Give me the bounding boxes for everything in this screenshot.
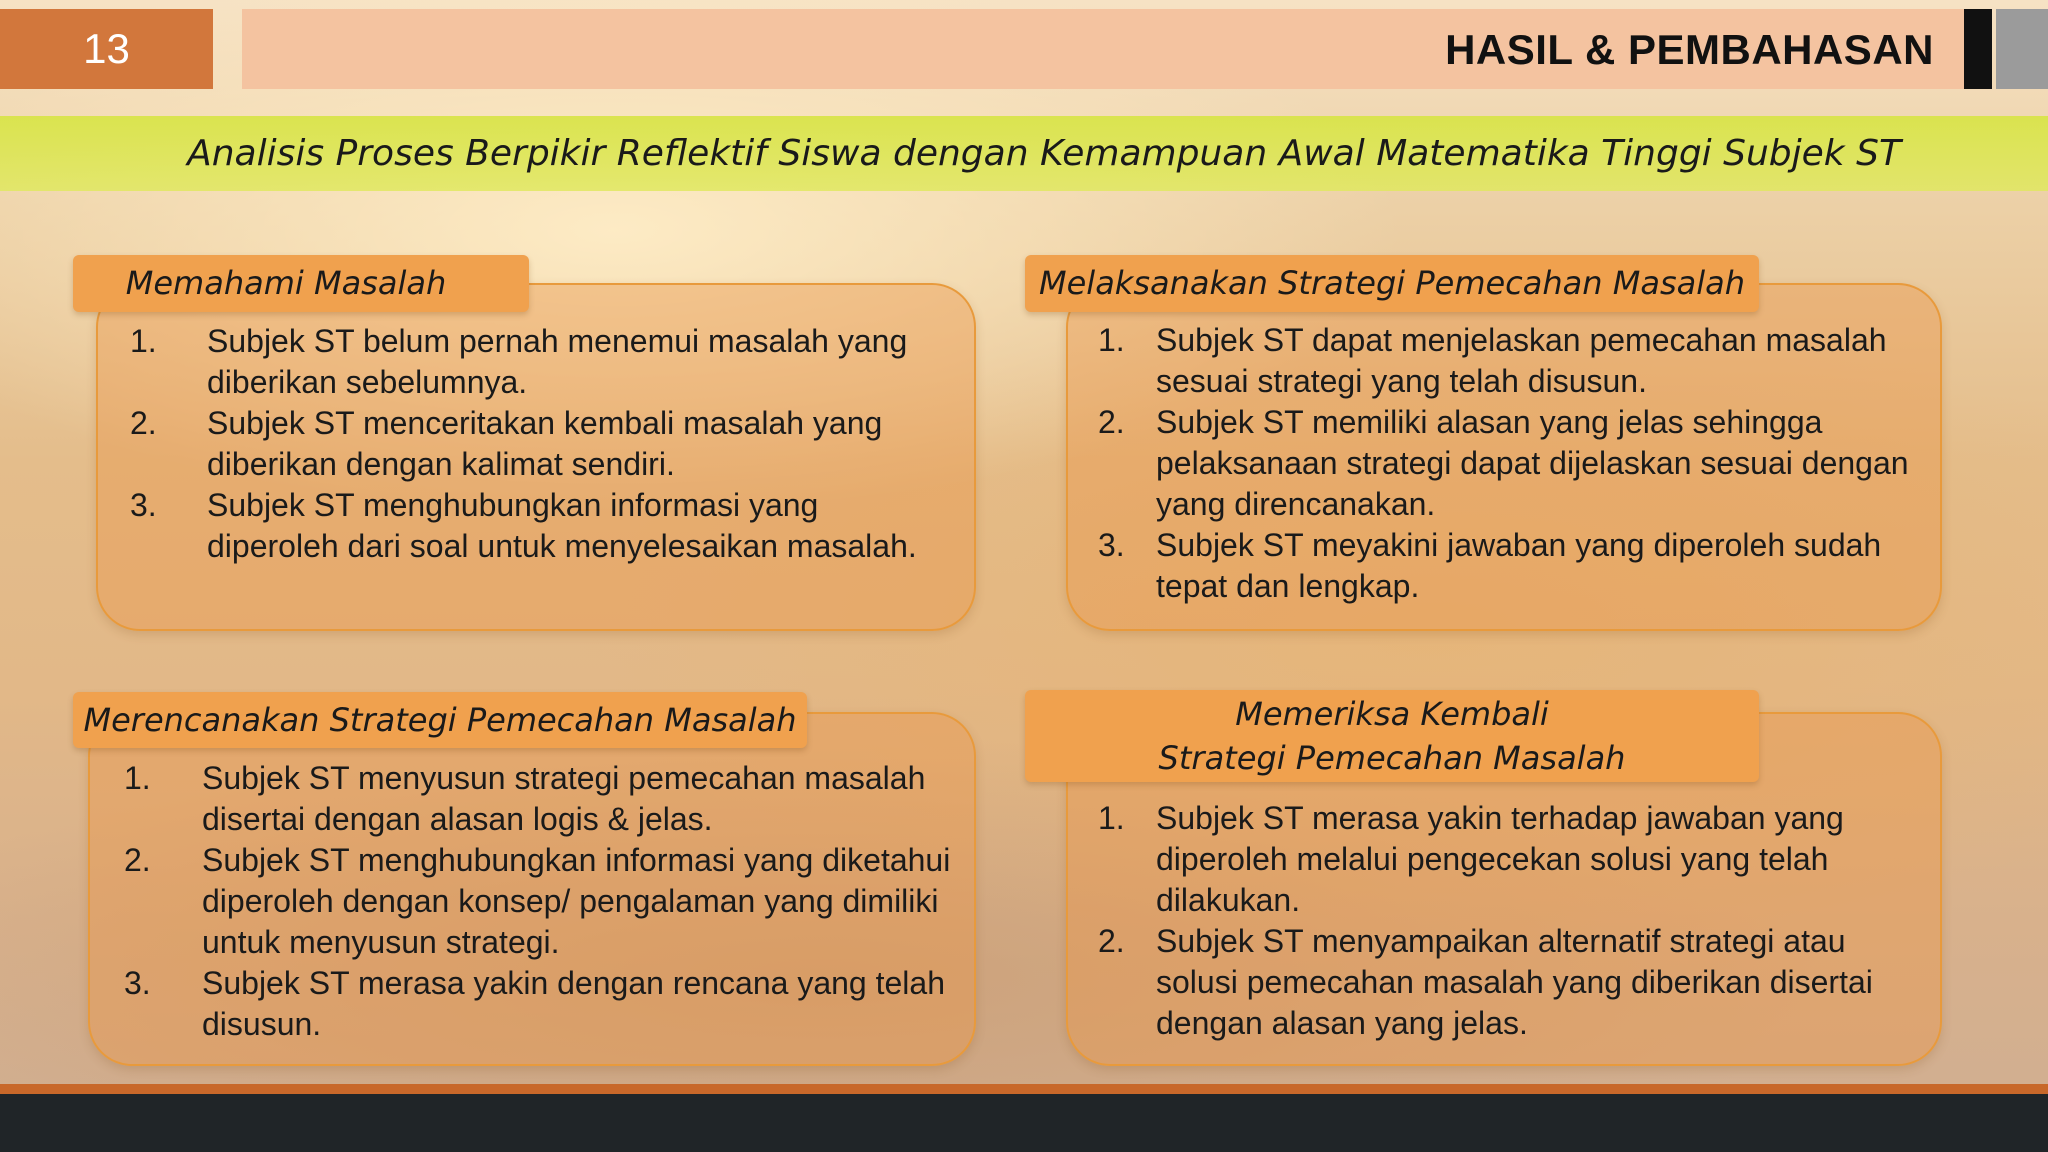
slide-number: 13 [0,9,213,89]
list-item: 3. Subjek ST menghubungkan informasi yang diperoleh dari soal untuk menyelesaikan masalah. [130,487,917,564]
title-bar [242,9,1964,89]
list-item: 2. Subjek ST menyampaikan alternatif strategi atau solusi pemecahan masalah yang diberikan disertai dengan alasan yang jelas. [1098,923,1873,1041]
list-item: 2. Subjek ST memiliki alasan yang jelas sehingga pelaksanaan strategi dapat dijelaskan sesuai dengan yang direncanakan. [1098,404,1909,522]
card-merencanakan-strategi [88,712,976,1066]
footer-accent-line [0,1084,2048,1094]
card-list-memeriksa [1098,798,1918,1044]
list-item: 3. Subjek ST merasa yakin dengan rencana yang telah disusun. [124,965,945,1042]
list-item: 1. Subjek ST menyusun strategi pemecahan masalah disertai dengan alasan logis & jelas. [124,760,926,837]
slide-title: HASIL & PEMBAHASAN [1445,26,1934,73]
card-title-merencanakan-strategi: Merencanakan Strategi Pemecahan Masalah [73,692,807,748]
card-title-melaksanakan-strategi: Melaksanakan Strategi Pemecahan Masalah [1025,255,1759,312]
card-title-memahami-masalah: Memahami Masalah [73,255,529,312]
card-title-memeriksa-kembali: Memeriksa Kembali Strategi Pemecahan Masalah [1025,690,1759,782]
card-list-melaksanakan [1098,320,1918,607]
header-accent-gray [1996,9,2048,89]
list-item: 3. Subjek ST meyakini jawaban yang diperoleh sudah tepat dan lengkap. [1098,527,1882,604]
list-item: 1. Subjek ST dapat menjelaskan pemecahan masalah sesuai strategi yang telah disusun. [1098,322,1887,399]
card-list [130,321,950,567]
subtitle-band [0,116,2048,191]
card-memahami-masalah [96,283,976,631]
footer-bar [0,1094,2048,1152]
card-list [124,758,954,1045]
list-item: 2. Subjek ST menghubungkan informasi yang diketahui diperoleh dengan konsep/ pengalaman yang dimiliki untuk menyusun strategi. [124,842,951,960]
list-item: 2. Subjek ST menceritakan kembali masalah yang diberikan dengan kalimat sendiri. [130,405,883,482]
header-accent-dark [1964,9,1992,89]
list-item: 1. Subjek ST belum pernah menemui masalah yang diberikan sebelumnya. [130,323,908,400]
list-item: 1. Subjek ST merasa yakin terhadap jawaban yang diperoleh melalui pengecekan solusi yang telah dilakukan. [1098,800,1844,918]
slide-subtitle: Analisis Proses Berpikir Reflektif Siswa dengan Kemampuan Awal Matematika Tinggi Subjek ST [187,133,1901,174]
